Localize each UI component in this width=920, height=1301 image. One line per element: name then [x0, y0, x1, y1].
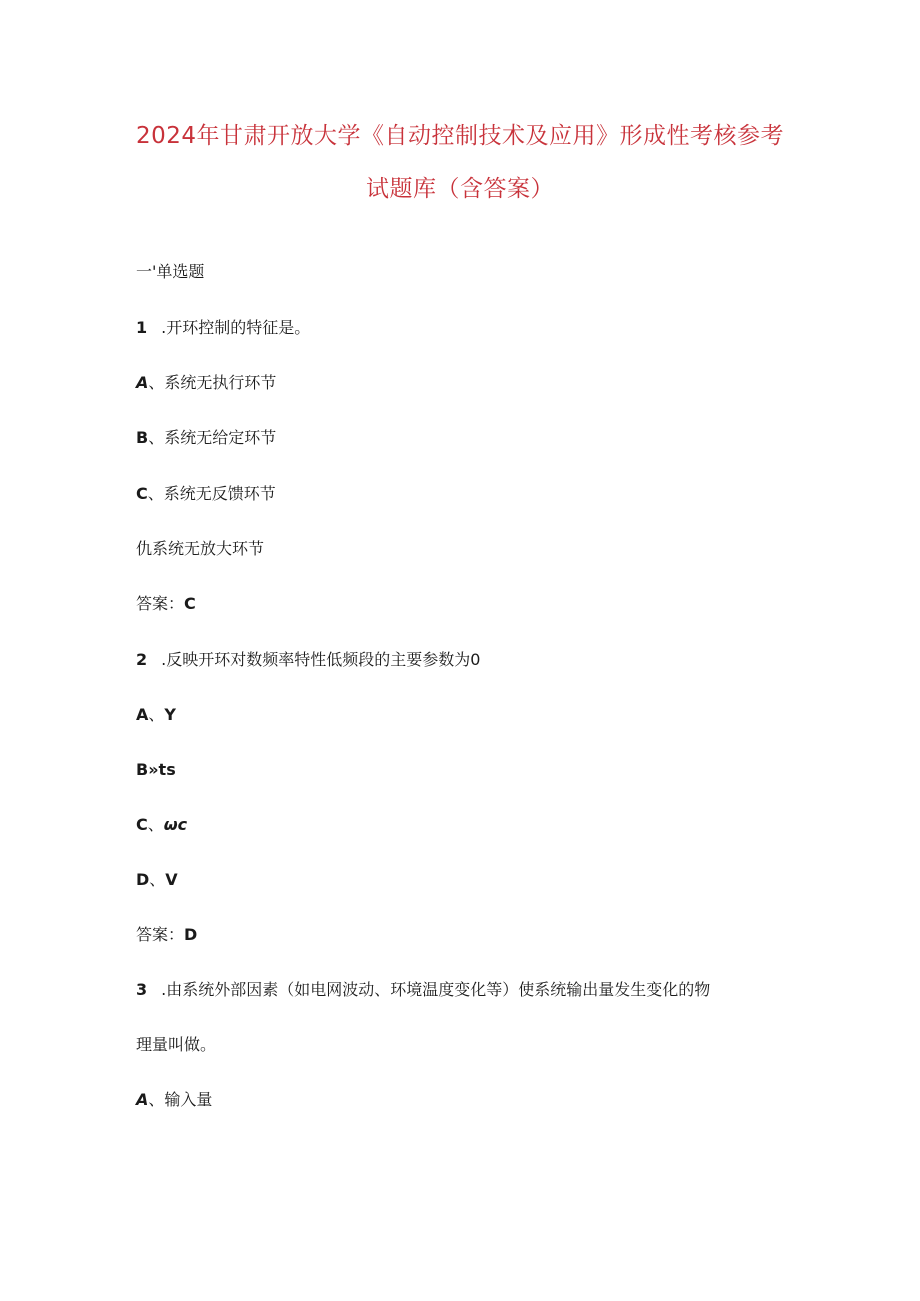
- question-1-option-a: [136, 372, 276, 394]
- question-1-option-c: [136, 483, 276, 505]
- question-2: [136, 649, 480, 671]
- option-label: A: [136, 373, 149, 392]
- answer-value: D: [184, 925, 198, 944]
- option-text: Y: [164, 705, 176, 724]
- answer-value: C: [184, 594, 196, 613]
- option-text: 仇系统无放大环节: [136, 539, 265, 558]
- option-separator: »: [148, 760, 159, 779]
- option-label: C: [136, 815, 148, 834]
- option-separator: 、: [148, 428, 165, 447]
- option-label: B: [136, 760, 149, 779]
- question-stem: .反映开环对数频率特性低频段的主要参数为0: [161, 650, 481, 669]
- option-label: D: [136, 870, 150, 889]
- option-text: V: [165, 870, 178, 889]
- option-text: 系统无反馈环节: [163, 484, 276, 503]
- answer-label: 答案：: [136, 925, 185, 944]
- question-stem: .开环控制的特征是。: [161, 318, 311, 337]
- option-separator: 、: [148, 1090, 165, 1109]
- question-2-option-d: [136, 869, 178, 891]
- question-number: 1: [136, 318, 148, 337]
- section-heading: 一'单选题: [136, 262, 205, 281]
- question-2-answer: [136, 924, 197, 946]
- answer-label: 答案：: [136, 594, 185, 613]
- option-text: 系统无执行环节: [164, 373, 277, 392]
- option-separator: 、: [148, 705, 165, 724]
- question-number: 3: [136, 980, 148, 999]
- document-title-line-1: 2024年甘肃开放大学《自动控制技术及应用》形成性考核参考: [135, 123, 785, 149]
- question-1-answer: [136, 593, 196, 615]
- question-2-option-c: [136, 814, 187, 836]
- question-1-option-d: [136, 538, 264, 560]
- option-text: ts: [158, 760, 176, 779]
- question-1: [136, 317, 310, 339]
- question-3-continuation: 理量叫做。: [136, 1035, 217, 1054]
- question-1-option-b: [136, 427, 276, 449]
- option-separator: 、: [147, 815, 164, 834]
- option-separator: 、: [148, 373, 165, 392]
- question-number: 2: [136, 650, 148, 669]
- question-2-option-a: [136, 704, 176, 726]
- option-text: 输入量: [164, 1090, 213, 1109]
- option-separator: 、: [147, 484, 164, 503]
- option-label: B: [136, 428, 149, 447]
- document-title-line-2: 试题库（含答案）: [366, 176, 554, 202]
- question-stem: .由系统外部因素（如电网波动、环境温度变化等）使系统输出量发生变化的物: [161, 980, 711, 999]
- option-label: A: [136, 705, 149, 724]
- question-3: [136, 979, 710, 1001]
- option-separator: 、: [149, 870, 166, 889]
- option-text: ωc: [163, 815, 188, 834]
- option-text: 系统无给定环节: [164, 428, 277, 447]
- question-3-option-a: [136, 1089, 212, 1111]
- option-label: C: [136, 484, 148, 503]
- question-2-option-b: [136, 759, 176, 781]
- option-label: A: [136, 1090, 149, 1109]
